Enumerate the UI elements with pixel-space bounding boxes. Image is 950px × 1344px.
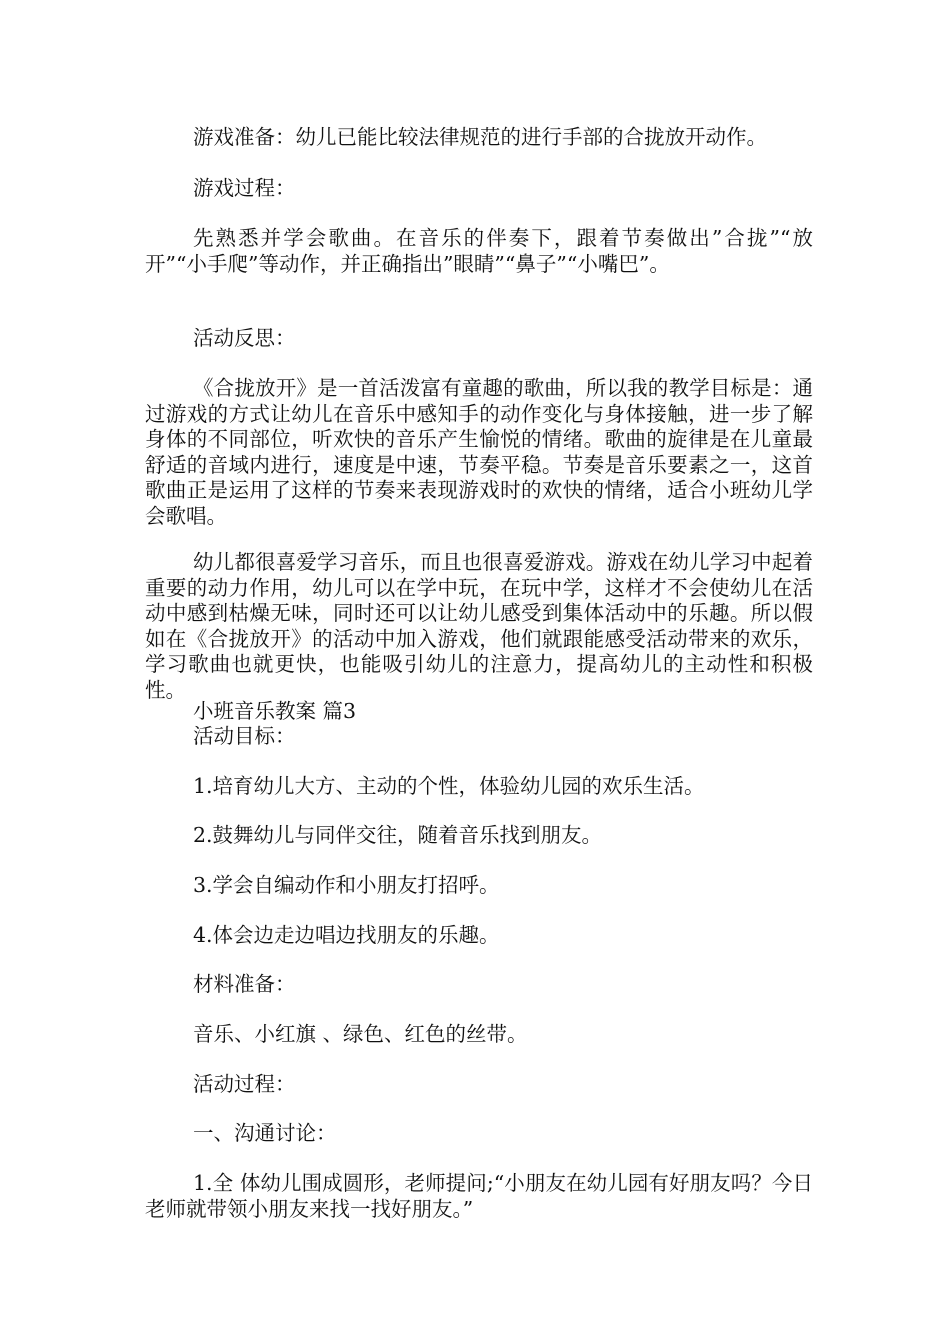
heading-activity-reflection: 活动反思： <box>193 326 296 350</box>
paragraph-game-process: 先熟悉并学会歌曲。在音乐的伴奏下，跟着节奏做出”合拢”“放开”“小手爬”等动作，并正确指出”眼睛”“鼻子”“小嘴巴”。 <box>145 226 813 276</box>
heading-activity-process: 活动过程： <box>193 1072 296 1096</box>
heading-game-process: 游戏过程： <box>193 176 296 200</box>
goal-item-3: 3.学会自编动作和小朋友打招呼。 <box>193 873 500 897</box>
goal-item-4: 4.体会边走边唱边找朋友的乐趣。 <box>193 923 500 947</box>
heading-communication-discussion: 一、沟通讨论： <box>193 1121 337 1145</box>
paragraph-reflection-1: 《合拢放开》是一首活泼富有童趣的歌曲，所以我的教学目标是：通过游戏的方式让幼儿在音乐中感知手的动作变化与身体接触，进一步了解身体的不同部位，听欢快的音乐产生愉悦的情绪。歌曲的旋律是在儿童最舒适的音域内进行，速度是中速，节奏平稳。节奏是音乐要素之一，这首歌曲正是运用了这样的节奏来表现游戏时的欢快的情绪，适合小班幼儿学会歌唱。 <box>145 376 813 528</box>
heading-material-preparation: 材料准备： <box>193 972 296 996</box>
goal-item-1: 1.培育幼儿大方、主动的个性，体验幼儿园的欢乐生活。 <box>193 774 705 798</box>
section-title-lesson-3: 小班音乐教案 篇3 <box>193 699 357 723</box>
paragraph-reflection-2: 幼儿都很喜爱学习音乐，而且也很喜爱游戏。游戏在幼儿学习中起着重要的动力作用，幼儿可以在学中玩，在玩中学，这样才不会使幼儿在活动中感到枯燥无味，同时还可以让幼儿感受到集体活动中的乐趣。所以假如在《合拢放开》的活动中加入游戏，他们就跟能感受活动带来的欢乐，学习歌曲也就更快，也能吸引幼儿的注意力，提高幼儿的主动性和积极性。 <box>145 550 813 702</box>
paragraph-step-1: 1.全 体幼儿围成圆形，老师提问;“小朋友在幼儿园有好朋友吗？今日老师就带领小朋友来找一找好朋友。” <box>145 1171 813 1221</box>
heading-activity-goals: 活动目标： <box>193 724 296 748</box>
paragraph-game-preparation: 游戏准备：幼儿已能比较法律规范的进行手部的合拢放开动作。 <box>193 125 767 149</box>
goal-item-2: 2.鼓舞幼儿与同伴交往，随着音乐找到朋友。 <box>193 823 603 847</box>
paragraph-materials: 音乐、小红旗 、绿色、红色的丝带。 <box>193 1022 528 1046</box>
